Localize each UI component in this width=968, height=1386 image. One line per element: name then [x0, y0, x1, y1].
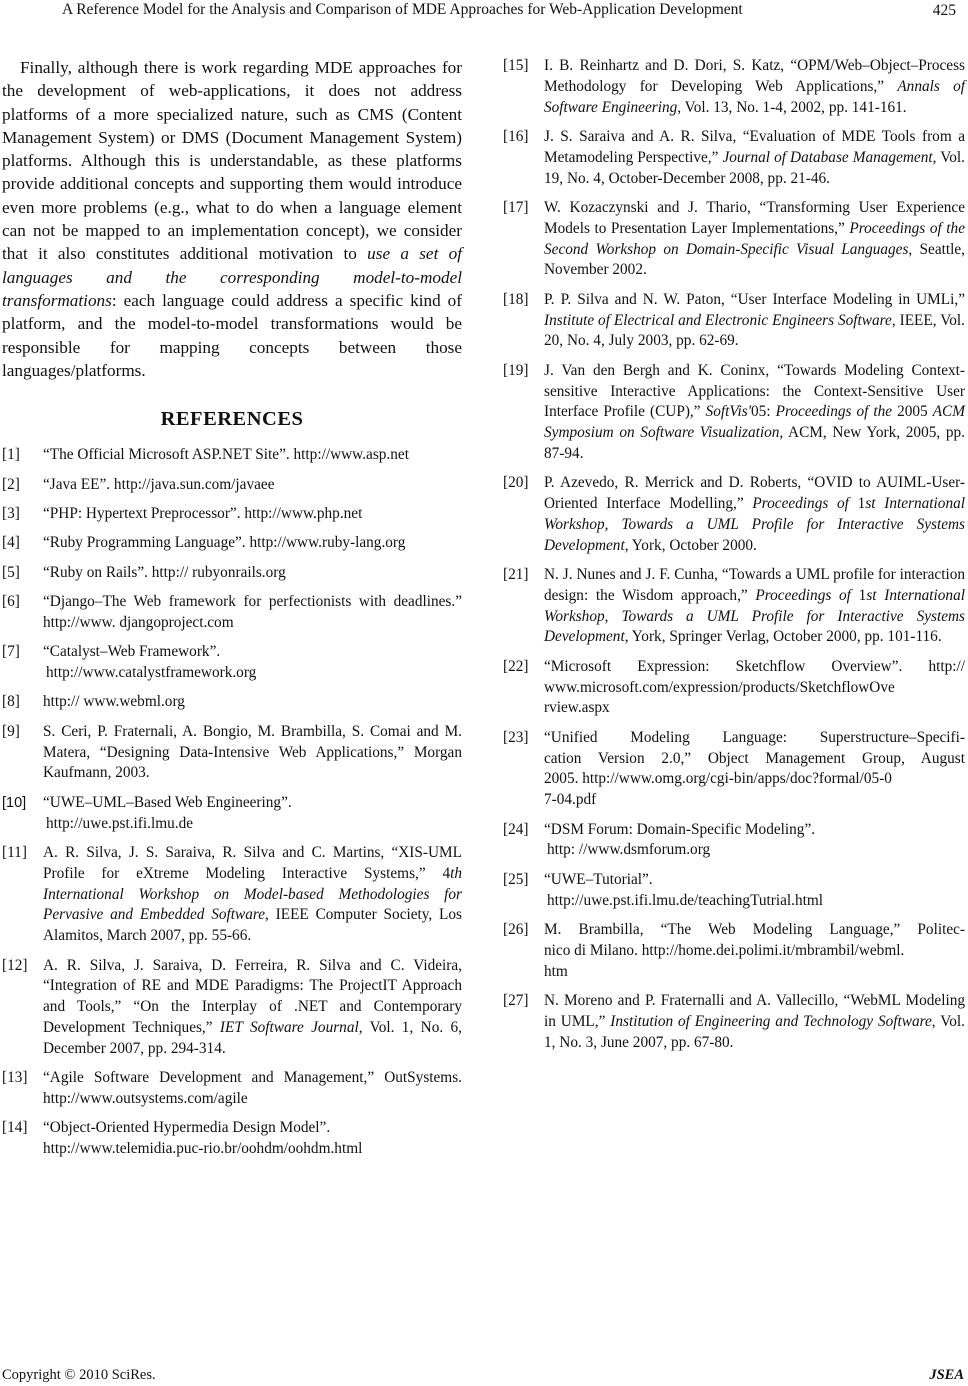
- reference-13: [13] “Agile Software Development and Management,” OutSystems. http://www.outsystems.com/agile: [2, 1069, 462, 1107]
- reference-11: [11] A. R. Silva, J. S. Saraiva, R. Silva and C. Martins, “XIS-UML Profile for eXtreme Modeling Interactive Systems,” 4th International Workshop on Model-based Methodologies for Pervasive and Embedded Software, IEEE Computer Society, Los Alamitos, March 2007, pp. 55-66.: [2, 844, 462, 945]
- reference-25: [25] “UWE–Tutorial”. http://uwe.pst.ifi.lmu.de/teachingTutrial.html: [503, 870, 824, 909]
- copyright-notice: Copyright © 2010 SciRes.: [2, 1367, 156, 1383]
- running-title: A Reference Model for the Analysis and Comparison of MDE Approaches for Web-Application Development: [62, 1, 743, 18]
- reference-26: [26] M. Brambilla, “The Web Modeling Language,” Politec- nico di Milano. http://home.dei.polimi.it/mbrambil/webml. htm: [503, 921, 965, 980]
- reference-1: [1] “The Official Microsoft ASP.NET Site”. http://www.asp.net: [2, 446, 409, 464]
- reference-18: [18] P. P. Silva and N. W. Paton, “User Interface Modeling in UMLi,” Institute of Electrical and Electronic Engineers Software, IEEE, Vol. 20, No. 4, July 2003, pp. 62-69.: [503, 290, 965, 350]
- body-paragraph: Finally, although there is work regarding MDE approaches for the development of web-applications, it does not address platforms of a more specialized nature, such as CMS (Content Management System) or DMS (Document Management System) platforms. Although this is understandable, as these platforms provide additional concepts and supporting them would introduce even more problems (e.g., what to do when a language element can not be mapped to an implementation concept), we consider that it also constitutes additional motivation to use a set of languages and the corresponding model-to-model transformations: each language could address a specific kind of platform, and the model-to-model transformations would be responsible for mapping concepts between those languages/platforms.: [2, 58, 462, 380]
- reference-27: [27] N. Moreno and P. Fraternalli and A. Vallecillo, “WebML Modeling in UML,” Institution of Engineering and Technology Software, Vol. 1, No. 3, June 2007, pp. 67-80.: [503, 992, 966, 1051]
- reference-16: [16] J. S. Saraiva and A. R. Silva, “Evaluation of MDE Tools from a Metamodeling Perspective,” Journal of Database Management, Vol. 19, No. 4, October-December 2008, pp. 21-46.: [503, 127, 966, 187]
- reference-23: [23] “Unified Modeling Language: Superstructure–Specifi- cation Version 2.0,” Object Management Group, August 2005. http://www.omg.org/cgi-bin/apps/doc?formal/05-0 7-04.pdf: [503, 728, 965, 809]
- reference-10: [10] “UWE–UML–Based Web Engineering”. http://uwe.pst.ifi.lmu.de: [2, 793, 292, 832]
- reference-9: [9] S. Ceri, P. Fraternali, A. Bongio, M. Brambilla, S. Comai and M. Matera, “Designing Data-Intensive Web Applications,” Morgan Kaufmann, 2003.: [2, 722, 462, 782]
- reference-24: [24] “DSM Forum: Domain-Specific Modeling”. http: //www.dsmforum.org: [503, 820, 816, 859]
- reference-14: [14] “Object-Oriented Hypermedia Design Model”. http://www.telemidia.puc-rio.br/oohdm/oohdm.html: [2, 1119, 363, 1158]
- reference-21: [21] N. J. Nunes and J. F. Cunha, “Towards a UML profile for interaction design: the Wisdom approach,” Proceedings of 1st International Workshop, Towards a UML Profile for Interactive Systems Development, York, Springer Verlag, October 2000, pp. 101-116.: [503, 566, 966, 646]
- page-header: [0, 0, 968, 22]
- journal-abbreviation: JSEA: [929, 1367, 964, 1383]
- reference-22: [22] “Microsoft Expression: Sketchflow Overview”. http:// www.microsoft.com/expression/products/SketchflowOve rview.aspx: [503, 657, 965, 717]
- reference-3: [3] “PHP: Hypertext Preprocessor”. http://www.php.net: [2, 504, 363, 522]
- reference-7: [7] “Catalyst–Web Framework”. http://www.catalystframework.org: [2, 643, 257, 682]
- reference-2: [2] “Java EE”. http://java.sun.com/javaee: [2, 475, 275, 493]
- page-footer: [0, 1367, 968, 1386]
- reference-20: [20] P. Azevedo, R. Merrick and D. Roberts, “OVID to AUIML-User-Oriented Interface Modelling,” Proceedings of 1st International Workshop, Towards a UML Profile for Interactive Systems Development, York, October 2000.: [503, 474, 966, 554]
- reference-4: [4] “Ruby Programming Language”. http://www.ruby-lang.org: [2, 534, 406, 552]
- reference-17: [17] W. Kozaczynski and J. Thario, “Transforming User Experience Models to Presentation Layer Implementations,” Proceedings of the Second Workshop on Domain-Specific Visual Languages, Seattle, November 2002.: [503, 198, 965, 279]
- reference-5: [5] “Ruby on Rails”. http:// rubyonrails.org: [2, 563, 286, 581]
- page-number: 425: [932, 2, 956, 19]
- reference-12: [12] A. R. Silva, J. Saraiva, D. Ferreira, R. Silva and C. Videira, “Integration of RE and MDE Paradigms: The ProjectIT Approach and Tools,” “On the Interplay of .NET and Contemporary Development Techniques,” IET Software Journal, Vol. 1, No. 6, December 2007, pp. 294-314.: [2, 956, 462, 1057]
- right-column: [503, 56, 965, 1062]
- reference-15: [15] I. B. Reinhartz and D. Dori, S. Katz, “OPM/Web–Object–Process Methodology for Developing Web Applications,” Annals of Software Engineering, Vol. 13, No. 1-4, 2002, pp. 141-161.: [503, 57, 965, 116]
- reference-19: [19] J. Van den Bergh and K. Coninx, “Towards Modeling Context-sensitive Interactive Applications: the Context-Sensitive User Interface Profile (CUP),” SoftVis'05: Proceedings of the 2005 ACM Symposium on Software Visualization, ACM, New York, 2005, pp. 87-94.: [503, 361, 965, 462]
- reference-6: [6] “Django–The Web framework for perfectionists with deadlines.” http://www. djangoproject.com: [2, 593, 462, 631]
- left-column: [2, 56, 462, 1169]
- reference-8: [8] http:// www.webml.org: [2, 693, 185, 711]
- references-heading: REFERENCES: [160, 408, 304, 431]
